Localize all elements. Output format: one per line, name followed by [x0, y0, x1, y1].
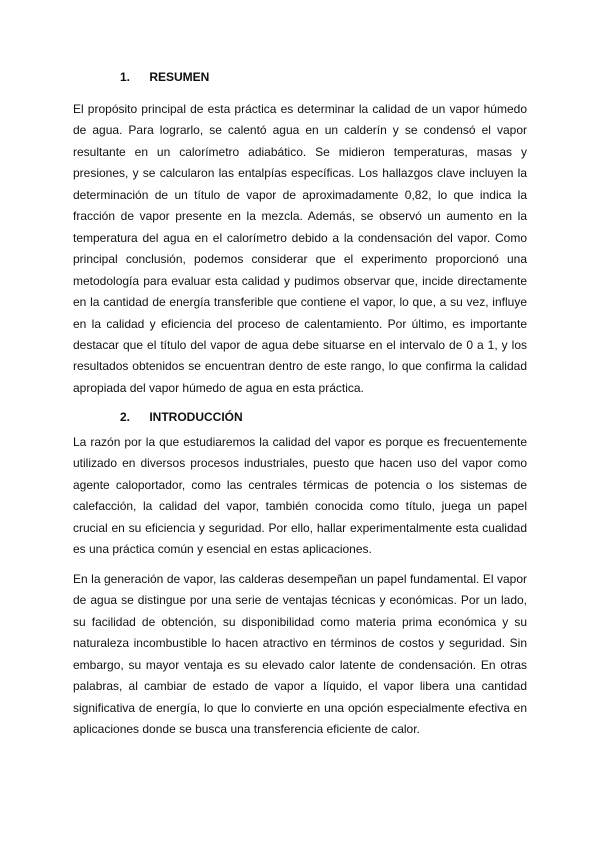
section-title: RESUMEN [149, 70, 210, 84]
section-heading-introduccion [120, 410, 243, 424]
section-number: 2. [120, 410, 131, 424]
resumen-paragraph: El propósito principal de esta práctica es determinar la calidad de un vapor húmedo de agua. Para lograrlo, se calentó agua en un calderín y se condensó el vapor resultante en un calorímetro adiabático. Se midieron temperaturas, masas y presiones, y se calcularon las entalpías específicas. Los hallazgos clave incluyen la determinación de un título de vapor de aproximadamente 0,82, lo que indica la fracción de vapor presente en la mezcla. Además, se observó un aumento en la temperatura del agua en el calorímetro debido a la condensación del vapor. Como principal conclusión, podemos considerar que el experimento proporcionó una metodología para evaluar esta calidad y pudimos observar que, incide directamente en la cantidad de energía transferible que contiene el vapor, lo que, a su vez, influye en la calidad y eficiencia del proceso de calentamiento. Por último, es importante destacar que el título del vapor de agua debe situarse en el intervalo de 0 a 1, y los resultados obtenidos se encuentran dentro de este rango, lo que confirma la calidad apropiada del vapor húmedo de agua en esta práctica. [73, 102, 527, 395]
section-number: 1. [120, 70, 131, 84]
introduccion-paragraph-1: La razón por la que estudiaremos la calidad del vapor es porque es frecuentemente utilizado en diversos procesos industriales, puesto que hacen uso del vapor como agente caloportador, como las centrales térmicas de potencia o los sistemas de calefacción, la calidad del vapor, también conocida como título, juega un papel crucial en su eficiencia y seguridad. Por ello, hallar experimentalmente esta cualidad es una práctica común y esencial en estas aplicaciones. [73, 435, 527, 557]
section-heading-resumen [120, 70, 209, 84]
section-title: INTRODUCCIÓN [149, 410, 243, 424]
introduccion-paragraph-2: En la generación de vapor, las calderas desempeñan un papel fundamental. El vapor de agua se distingue por una serie de ventajas técnicas y económicas. Por un lado, su facilidad de obtención, su disponibilidad como materia prima económica y su naturaleza incombustible lo hacen atractivo en términos de costos y seguridad. Sin embargo, su mayor ventaja es su elevado calor latente de condensación. En otras palabras, al cambiar de estado de vapor a líquido, el vapor libera una cantidad significativa de energía, lo que lo convierte en una opción especialmente efectiva en aplicaciones donde se busca una transferencia eficiente de calor. [73, 572, 527, 737]
